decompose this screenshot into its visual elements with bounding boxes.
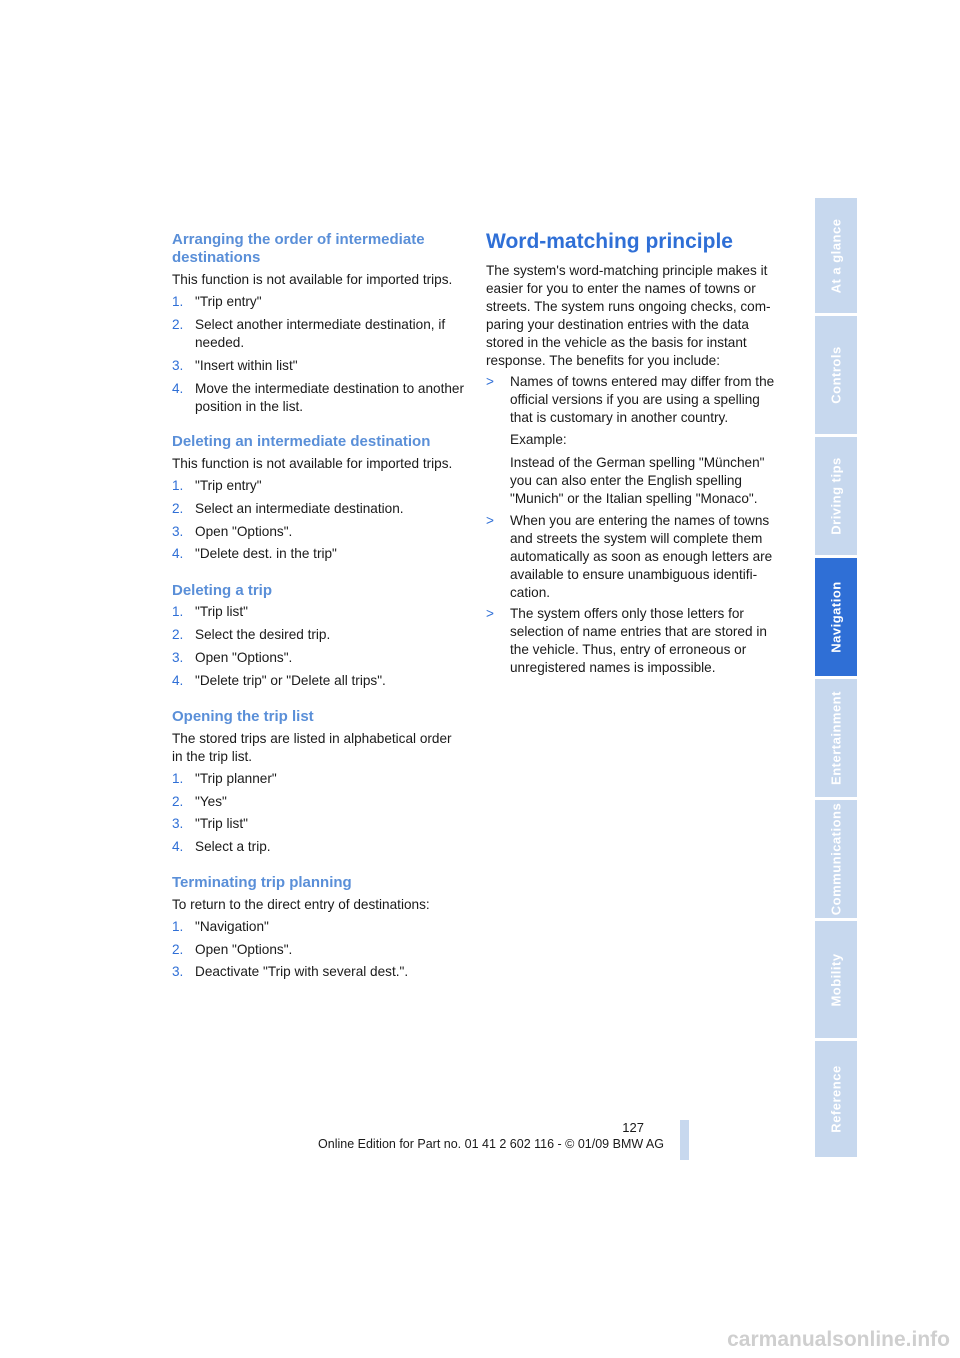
step-text: Open "Options". <box>195 650 293 665</box>
footer-text: Online Edition for Part no. 01 41 2 602 116 - © 01/09 BMW AG <box>318 1137 664 1151</box>
tab-label: Navigation <box>828 581 844 653</box>
step-text: "Trip list" <box>195 604 248 619</box>
step-number: 4. <box>172 381 184 396</box>
step-number: 1. <box>172 478 184 493</box>
step-text: Open "Options". <box>195 524 293 539</box>
example-label: Example: <box>510 432 567 447</box>
step-number: 3. <box>172 524 184 539</box>
step-text: "Navigation" <box>195 919 269 934</box>
tab-label: At a glance <box>828 218 844 293</box>
step-number: 2. <box>172 942 184 957</box>
step-text: Select an intermediate destination. <box>195 501 404 516</box>
step-text: "Trip planner" <box>195 771 277 786</box>
watermark: carmanualsonline.info <box>727 1328 950 1351</box>
step-number: 4. <box>172 839 184 854</box>
chapter-tabs <box>815 198 857 1160</box>
paragraph: This function is not available for imported trips. <box>172 272 453 287</box>
bullet-marker: > <box>486 606 494 621</box>
step-text: "Yes" <box>195 794 227 809</box>
step-number: 3. <box>172 358 184 373</box>
step-number: 2. <box>172 317 184 332</box>
tab-mobility[interactable] <box>815 921 857 1041</box>
section-heading: Opening the trip list <box>172 708 314 725</box>
tab-driving-tips[interactable] <box>815 437 857 558</box>
bullet-text: Names of towns entered may differ from the official versions if you are using a spelling that is customary in another country. <box>510 374 775 425</box>
paragraph: This function is not available for imported trips. <box>172 456 453 471</box>
step-text: "Trip list" <box>195 816 248 831</box>
tab-label: Controls <box>828 346 844 404</box>
step-number: 2. <box>172 794 184 809</box>
step-text: Deactivate "Trip with several dest.". <box>195 964 409 979</box>
step-text: "Insert within list" <box>195 358 298 373</box>
step-number: 3. <box>172 816 184 831</box>
step-text: Select the desired trip. <box>195 627 331 642</box>
step-number: 2. <box>172 501 184 516</box>
bullet-marker: > <box>486 374 494 389</box>
tab-controls[interactable] <box>815 316 857 437</box>
step-number: 4. <box>172 673 184 688</box>
footer-bar <box>680 1120 689 1160</box>
page-number: 127 <box>622 1120 644 1135</box>
step-number: 4. <box>172 546 184 561</box>
step-text: "Delete dest. in the trip" <box>195 546 337 561</box>
bullet-text: The system offers only those letters for selection of name entries that are stored in the vehicle. Thus, entry of erroneous or unregistered names is impossible. <box>510 606 767 675</box>
step-number: 1. <box>172 604 184 619</box>
step-number: 3. <box>172 650 184 665</box>
paragraph: To return to the direct entry of destinations: <box>172 897 430 912</box>
step-text: Select a trip. <box>195 839 271 854</box>
bullet-marker: > <box>486 513 494 528</box>
section-heading: Deleting an intermediate destination <box>172 433 431 450</box>
section-heading: Deleting a trip <box>172 582 273 599</box>
step-text: "Trip entry" <box>195 294 262 309</box>
section-title: Word-matching principle <box>486 230 733 253</box>
paragraph: The system's word-matching principle makes it easier for you to enter the names of towns or streets. The system runs ongoing checks, com-paring your destination entries with the data stored in the vehicle as the basis for instant response. The benefits for you include: <box>486 263 771 368</box>
step-text: Open "Options". <box>195 942 293 957</box>
step-number: 1. <box>172 294 184 309</box>
tab-entertainment[interactable] <box>815 679 857 800</box>
tab-label: Reference <box>828 1065 844 1133</box>
tab-label: Entertainment <box>828 691 844 785</box>
step-text: Move the intermediate destination to another position in the list. <box>195 381 465 414</box>
step-number: 1. <box>172 771 184 786</box>
paragraph: The stored trips are listed in alphabetical order in the trip list. <box>172 731 452 764</box>
bullet-text: When you are entering the names of towns and streets the system will complete them automatically as soon as enough letters are available to ensure unambiguous identifi-cation. <box>510 513 773 600</box>
step-number: 3. <box>172 964 184 979</box>
section-heading: Terminating trip planning <box>172 874 352 891</box>
step-text: "Delete trip" or "Delete all trips". <box>195 673 386 688</box>
tab-communications[interactable] <box>815 800 857 921</box>
tab-reference[interactable] <box>815 1041 857 1160</box>
example-text: Instead of the German spelling "München" you can also enter the English spelling "Munich" or the Italian spelling "Monaco". <box>510 455 765 506</box>
tab-at-a-glance[interactable] <box>815 198 857 316</box>
step-number: 2. <box>172 627 184 642</box>
tab-navigation[interactable] <box>815 558 857 679</box>
step-number: 1. <box>172 919 184 934</box>
tab-label: Mobility <box>828 952 844 1007</box>
step-text: Select another intermediate destination, if needed. <box>195 317 446 350</box>
section-heading: Arranging the order of intermediate destinations <box>172 231 425 266</box>
step-text: "Trip entry" <box>195 478 262 493</box>
tab-label: Driving tips <box>828 457 844 535</box>
tab-label: Communications <box>828 802 844 916</box>
